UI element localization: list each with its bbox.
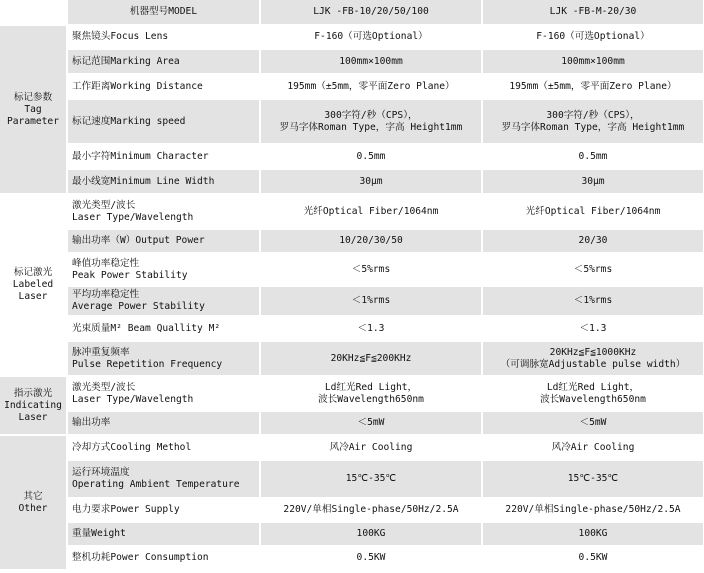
group-other xyxy=(0,435,67,570)
value-cell-a xyxy=(260,194,482,229)
value-cell-b xyxy=(482,25,704,49)
param-cell xyxy=(67,435,260,460)
spec-row xyxy=(0,411,704,435)
value-cell-b xyxy=(482,169,704,194)
cell-line: ＜1.3 xyxy=(357,322,385,334)
value-cell-b xyxy=(482,522,704,546)
group-label-line: Parameter xyxy=(7,115,59,127)
cell-line: 光纤Optical Fiber/1064nm xyxy=(525,205,661,217)
cell-line: 冷却方式Cooling Methol xyxy=(72,441,192,453)
value-cell-a xyxy=(260,49,482,74)
value-cell-b xyxy=(482,253,704,286)
value-cell-a xyxy=(260,74,482,99)
group-label-line: 其它 xyxy=(23,490,43,502)
cell-line: 标记范围Marking Area xyxy=(72,55,180,67)
value-cell-a xyxy=(260,435,482,460)
value-cell-a xyxy=(260,144,482,169)
cell-line: 15℃-35℃ xyxy=(345,473,397,484)
spec-row xyxy=(0,498,704,522)
value-cell-a xyxy=(260,229,482,253)
param-cell xyxy=(67,546,260,570)
cell-line: Ld红光Red Light， xyxy=(546,381,640,393)
header-row xyxy=(0,0,704,25)
value-cell-b xyxy=(482,194,704,229)
value-cell-a xyxy=(260,341,482,376)
cell-line: 光纤Optical Fiber/1064nm xyxy=(303,205,439,217)
cell-line: 风冷Air Cooling xyxy=(329,441,413,453)
spec-row xyxy=(0,316,704,341)
param-cell xyxy=(67,25,260,49)
param-cell xyxy=(67,74,260,99)
cell-line: 输出功率 xyxy=(72,417,111,428)
spec-row xyxy=(0,435,704,460)
cell-line: 100KG xyxy=(578,528,608,539)
header-blank xyxy=(0,0,67,25)
cell-line: 电力要求Power Supply xyxy=(72,504,180,515)
param-cell xyxy=(67,498,260,522)
cell-line: 15℃-35℃ xyxy=(567,473,619,484)
value-cell-a xyxy=(260,253,482,286)
param-cell xyxy=(67,316,260,341)
cell-line: 激光类型/波长 xyxy=(72,199,136,211)
group-label-line: 标记参数 xyxy=(13,91,53,103)
spec-row xyxy=(0,229,704,253)
spec-row xyxy=(0,49,704,74)
cell-line: 10/20/30/50 xyxy=(339,235,403,246)
value-cell-b xyxy=(482,99,704,144)
value-cell-b xyxy=(482,316,704,341)
value-cell-a xyxy=(260,286,482,316)
value-cell-b xyxy=(482,460,704,498)
cell-line: 标记速度Marking speed xyxy=(72,115,186,127)
cell-line: ＜5%rms xyxy=(573,263,613,275)
cell-line: Pulse Repetition Frequency xyxy=(72,358,223,370)
param-cell xyxy=(67,376,260,411)
spec-row xyxy=(0,546,704,570)
group-label-line: 标记激光 xyxy=(13,267,53,278)
group-indicating xyxy=(0,376,67,435)
value-cell-a xyxy=(260,376,482,411)
cell-line: 最小字符Minimum Character xyxy=(72,150,209,162)
cell-line: Laser Type/Wavelength xyxy=(72,393,194,405)
cell-line: 300字符/秒（CPS）， xyxy=(324,109,418,121)
spec-row xyxy=(0,286,704,316)
cell-line: 波长Wavelength650nm xyxy=(540,393,646,405)
cell-line: ＜1%rms xyxy=(351,295,391,306)
cell-line: ＜5%rms xyxy=(351,263,391,275)
spec-row xyxy=(0,253,704,286)
group-laser xyxy=(0,194,67,376)
value-cell-b xyxy=(482,144,704,169)
value-cell-b xyxy=(482,376,704,411)
spec-row xyxy=(0,74,704,99)
value-cell-a xyxy=(260,25,482,49)
cell-line: 220V/单相Single-phase/50Hz/2.5A xyxy=(283,504,459,515)
header-model-a: LJK -FB-10/20/50/100 xyxy=(260,0,482,25)
group-label-line: Indicating xyxy=(4,399,62,411)
group-label-line: Laser xyxy=(18,291,48,302)
cell-line: 最小线宽Minimum Line Width xyxy=(72,175,215,187)
cell-line: 100mm×100mm xyxy=(561,55,625,67)
group-label-line: Laser xyxy=(18,411,48,423)
header-model-label: 机器型号MODEL xyxy=(67,0,260,25)
cell-line: 罗马字体Roman Type，字高 Height1mm xyxy=(279,121,463,133)
param-cell xyxy=(67,49,260,74)
value-cell-b xyxy=(482,546,704,570)
cell-line: 0.5KW xyxy=(356,552,386,563)
cell-line: ＜5mW xyxy=(357,417,385,428)
spec-row xyxy=(0,144,704,169)
cell-line: 30μm xyxy=(359,175,383,187)
cell-line: 聚焦镜头Focus Lens xyxy=(72,31,169,42)
value-cell-b xyxy=(482,74,704,99)
value-cell-a xyxy=(260,546,482,570)
group-label-line: Tag xyxy=(24,103,42,115)
cell-line: 100KG xyxy=(356,528,386,539)
param-cell xyxy=(67,341,260,376)
cell-line: ＜1.3 xyxy=(579,322,607,334)
value-cell-b xyxy=(482,229,704,253)
value-cell-b xyxy=(482,411,704,435)
cell-line: F-160（可选Optional） xyxy=(314,31,428,42)
value-cell-b xyxy=(482,341,704,376)
value-cell-b xyxy=(482,435,704,460)
param-cell xyxy=(67,411,260,435)
value-cell-a xyxy=(260,411,482,435)
cell-line: 整机功耗Power Consumption xyxy=(72,552,209,563)
cell-line: 195mm（±5mm，零平面Zero Plane） xyxy=(287,80,455,92)
cell-line: Laser Type/Wavelength xyxy=(72,211,194,223)
cell-line: 30μm xyxy=(581,175,605,187)
spec-row xyxy=(0,194,704,229)
cell-line: 195mm（±5mm，零平面Zero Plane） xyxy=(509,80,677,92)
group-tag xyxy=(0,25,67,194)
cell-line: （可调脉宽Adjustable pulse width） xyxy=(500,358,686,370)
value-cell-b xyxy=(482,498,704,522)
header-model-b: LJK -FB-M-20/30 xyxy=(482,0,704,25)
spec-body xyxy=(0,25,704,570)
cell-line: 罗马字体Roman Type，字高 Height1mm xyxy=(501,121,685,133)
spec-row xyxy=(0,376,704,411)
cell-line: 20KHz≦F≦200KHz xyxy=(330,352,412,364)
param-cell xyxy=(67,194,260,229)
cell-line: 220V/单相Single-phase/50Hz/2.5A xyxy=(505,504,681,515)
param-cell xyxy=(67,144,260,169)
cell-line: Average Power Stability xyxy=(72,301,205,312)
value-cell-a xyxy=(260,498,482,522)
cell-line: 0.5KW xyxy=(578,552,608,563)
spec-row xyxy=(0,169,704,194)
value-cell-a xyxy=(260,169,482,194)
group-label-line: 指示激光 xyxy=(13,387,53,399)
cell-line: 风冷Air Cooling xyxy=(551,441,635,453)
cell-line: 工作距离Working Distance xyxy=(72,80,203,92)
value-cell-a xyxy=(260,460,482,498)
cell-line: 运行环境温度 xyxy=(72,467,130,478)
param-cell xyxy=(67,253,260,286)
value-cell-b xyxy=(482,49,704,74)
spec-row xyxy=(0,99,704,144)
cell-line: 0.5mm xyxy=(356,150,386,162)
cell-line: Operating Ambient Temperature xyxy=(72,479,240,490)
param-cell xyxy=(67,169,260,194)
cell-line: 峰值功率稳定性 xyxy=(72,257,140,269)
cell-line: ＜1%rms xyxy=(573,295,613,306)
cell-line: Peak Power Stability xyxy=(72,269,188,281)
param-cell xyxy=(67,229,260,253)
value-cell-b xyxy=(482,286,704,316)
cell-line: 脉冲重复频率 xyxy=(72,346,130,358)
param-cell xyxy=(67,522,260,546)
cell-line: 波长Wavelength650nm xyxy=(318,393,424,405)
group-label-line: Other xyxy=(18,502,48,514)
cell-line: 0.5mm xyxy=(578,150,608,162)
cell-line: 输出功率（W）Output Power xyxy=(72,235,205,246)
param-cell xyxy=(67,286,260,316)
cell-line: ＜5mW xyxy=(579,417,607,428)
cell-line: Ld红光Red Light， xyxy=(324,381,418,393)
cell-line: 20KHz≦F≦1000KHz xyxy=(549,346,637,358)
value-cell-a xyxy=(260,99,482,144)
cell-line: 重量Weight xyxy=(72,528,126,539)
cell-line: 300字符/秒（CPS）， xyxy=(546,109,640,121)
spec-row xyxy=(0,25,704,49)
value-cell-a xyxy=(260,522,482,546)
cell-line: 20/30 xyxy=(578,235,608,246)
spec-row xyxy=(0,460,704,498)
group-label-line: Labeled xyxy=(12,279,54,290)
cell-line: 光束质量M² Beam Quallity M² xyxy=(72,322,221,334)
param-cell xyxy=(67,99,260,144)
cell-line: 平均功率稳定性 xyxy=(72,289,140,300)
param-cell xyxy=(67,460,260,498)
spec-row xyxy=(0,341,704,376)
spec-row xyxy=(0,522,704,546)
cell-line: F-160（可选Optional） xyxy=(536,31,650,42)
cell-line: 100mm×100mm xyxy=(339,55,403,67)
cell-line: 激光类型/波长 xyxy=(72,381,136,393)
value-cell-a xyxy=(260,316,482,341)
